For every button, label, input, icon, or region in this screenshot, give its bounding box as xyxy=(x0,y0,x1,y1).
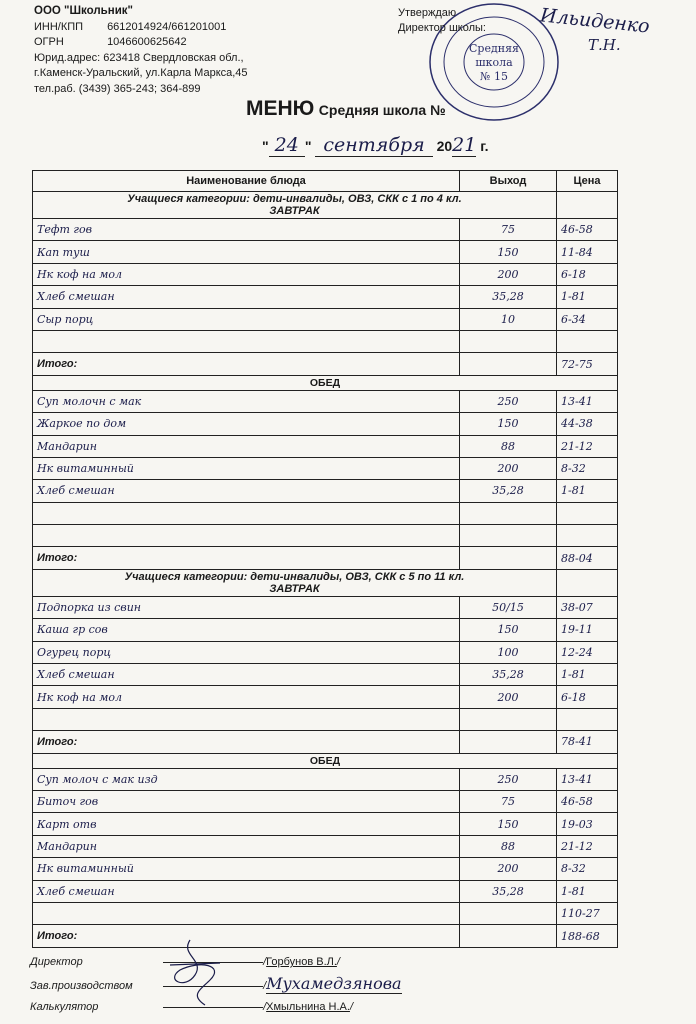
dish-name: Каша гр сов xyxy=(33,619,460,641)
dish-output: 200 xyxy=(460,263,557,285)
dish-name: Мандарин xyxy=(33,435,460,457)
dish-name xyxy=(33,708,460,730)
dish-price: 44-38 xyxy=(557,413,618,435)
dish-name: Хлеб смешан xyxy=(33,480,460,502)
dish-output: 50/15 xyxy=(460,596,557,618)
table-row xyxy=(33,308,618,330)
dish-name: Суп молоч с мак изд xyxy=(33,768,460,790)
dish-price: 110-27 xyxy=(557,902,618,924)
total-price: 72-75 xyxy=(557,353,618,375)
dish-output: 250 xyxy=(460,768,557,790)
date-close-quote: " xyxy=(304,138,312,154)
dish-name: Суп молочн с мак xyxy=(33,390,460,412)
svg-text:№ 15: № 15 xyxy=(480,70,508,83)
dish-price: 1-81 xyxy=(557,880,618,902)
org-ogrn-label: ОГРН xyxy=(34,36,64,48)
section-lunch-1 xyxy=(33,375,618,390)
dish-price: 8-32 xyxy=(557,858,618,880)
table-row xyxy=(33,790,618,812)
org-inn-value: 6612014924/661201001 xyxy=(107,20,227,33)
menu-date xyxy=(262,134,489,156)
dish-price: 13-41 xyxy=(557,390,618,412)
dish-name: Огурец порц xyxy=(33,641,460,663)
category-row-5-11-empty xyxy=(557,569,618,596)
dish-name xyxy=(33,525,460,547)
dish-output: 35,28 xyxy=(460,286,557,308)
dish-name: Нк коф на мол xyxy=(33,686,460,708)
page-title xyxy=(246,97,446,121)
table-row xyxy=(33,708,618,730)
table-row xyxy=(33,596,618,618)
dish-price: 19-11 xyxy=(557,619,618,641)
date-day: 24 xyxy=(269,134,305,157)
table-row xyxy=(33,813,618,835)
table-row xyxy=(33,241,618,263)
signature-manager-row: Зав.производством /Мухамедзянова xyxy=(30,973,402,997)
date-year-suffix: 21 xyxy=(452,134,477,156)
category-row-1-4 xyxy=(33,192,618,219)
org-phone: тел.раб. (3439) 365-243; 364-899 xyxy=(34,82,201,95)
dish-price xyxy=(557,525,618,547)
svg-text:Средняя: Средняя xyxy=(469,42,519,55)
dish-output: 35,28 xyxy=(460,880,557,902)
dish-output xyxy=(460,902,557,924)
date-month: сентября xyxy=(315,134,432,157)
dish-output: 200 xyxy=(460,858,557,880)
dish-price xyxy=(557,330,618,352)
header-price: Цена xyxy=(557,171,618,192)
dish-output: 10 xyxy=(460,308,557,330)
category-label: Учащиеся категории: дети-инвалиды, ОВЗ, СКК с 1 по 4 кл. xyxy=(127,193,462,205)
dish-name: Нк коф на мол xyxy=(33,263,460,285)
total-row xyxy=(33,925,618,947)
director-signature-initials: Т.Н. xyxy=(588,36,621,54)
dish-output: 150 xyxy=(460,241,557,263)
table-row xyxy=(33,435,618,457)
date-suffix: г. xyxy=(480,138,489,154)
table-row xyxy=(33,525,618,547)
section-label: ЗАВТРАК xyxy=(269,582,320,595)
dish-output: 75 xyxy=(460,790,557,812)
dish-name: Кап туш xyxy=(33,241,460,263)
table-header-row xyxy=(33,171,618,192)
dish-output: 35,28 xyxy=(460,480,557,502)
dish-price: 19-03 xyxy=(557,813,618,835)
category-row-1-4-cell xyxy=(33,192,557,219)
header-output: Выход xyxy=(460,171,557,192)
total-label: Итого: xyxy=(33,731,460,753)
dish-price: 1-81 xyxy=(557,480,618,502)
dish-price: 6-18 xyxy=(557,263,618,285)
dish-output xyxy=(460,525,557,547)
total-label: Итого: xyxy=(33,547,460,569)
dish-price: 46-58 xyxy=(557,219,618,241)
dish-output: 100 xyxy=(460,641,557,663)
dish-price: 11-84 xyxy=(557,241,618,263)
dish-output: 200 xyxy=(460,686,557,708)
org-ogrn-value: 1046600625642 xyxy=(107,36,187,48)
org-ogrn-row xyxy=(34,35,248,51)
table-row xyxy=(33,263,618,285)
dish-output: 250 xyxy=(460,390,557,412)
manager-label: Зав.производством xyxy=(30,980,133,992)
org-name: ООО "Школьник" xyxy=(34,5,133,17)
dish-name: Жаркое по дом xyxy=(33,413,460,435)
dish-output: 200 xyxy=(460,457,557,479)
dish-name: Нк витаминный xyxy=(33,858,460,880)
dish-price: 6-34 xyxy=(557,308,618,330)
table-row xyxy=(33,641,618,663)
dish-name: Хлеб смешан xyxy=(33,880,460,902)
table-row xyxy=(33,330,618,352)
organization-block xyxy=(34,4,248,97)
table-row xyxy=(33,286,618,308)
total-output-empty xyxy=(460,547,557,569)
approval-line2: Директор школы: xyxy=(398,22,486,34)
date-open-quote: " xyxy=(262,138,269,154)
title-school: Средняя школа № xyxy=(318,102,446,118)
calc-label: Калькулятор xyxy=(30,1001,99,1013)
total-label: Итого: xyxy=(33,925,460,947)
table-row xyxy=(33,502,618,524)
table-row xyxy=(33,480,618,502)
total-output-empty xyxy=(460,925,557,947)
dish-price xyxy=(557,502,618,524)
table-row xyxy=(33,664,618,686)
manager-name: Мухамедзянова xyxy=(266,974,402,993)
table-row xyxy=(33,858,618,880)
section-lunch-2-cell: ОБЕД xyxy=(33,753,618,768)
total-output-empty xyxy=(460,731,557,753)
signature-calc-row: Калькулятор /Хмыльнина Н.А./ xyxy=(30,997,402,1018)
table-row xyxy=(33,457,618,479)
dish-price: 13-41 xyxy=(557,768,618,790)
dish-price: 1-81 xyxy=(557,286,618,308)
signature-director-row: Директор /Горбунов В.Л./ xyxy=(30,952,402,973)
category-row-5-11 xyxy=(33,569,618,596)
dish-name: Мандарин xyxy=(33,835,460,857)
table-row xyxy=(33,619,618,641)
director-name: Горбунов В.Л. xyxy=(266,956,337,968)
total-price: 188-68 xyxy=(557,925,618,947)
section-lunch-1-cell: ОБЕД xyxy=(33,375,618,390)
total-row xyxy=(33,353,618,375)
total-output-empty xyxy=(460,353,557,375)
title-menu: МЕНЮ xyxy=(246,97,315,120)
approval-block xyxy=(398,6,486,36)
org-inn-row xyxy=(34,20,248,36)
menu-table-body xyxy=(33,171,618,948)
dish-name: Хлеб смешан xyxy=(33,286,460,308)
date-year-prefix: 20 xyxy=(436,138,453,154)
director-signature: Ильиденко xyxy=(539,4,651,38)
dish-name: Тефт гов xyxy=(33,219,460,241)
dish-output: 150 xyxy=(460,813,557,835)
dish-output: 75 xyxy=(460,219,557,241)
dish-output: 150 xyxy=(460,619,557,641)
dish-name: Биточ гов xyxy=(33,790,460,812)
dish-price: 46-58 xyxy=(557,790,618,812)
total-label: Итого: xyxy=(33,353,460,375)
table-row xyxy=(33,768,618,790)
table-row xyxy=(33,902,618,924)
dish-price: 21-12 xyxy=(557,835,618,857)
dish-output: 88 xyxy=(460,435,557,457)
table-row xyxy=(33,880,618,902)
header-dish-name: Наименование блюда xyxy=(33,171,460,192)
total-row xyxy=(33,547,618,569)
dish-price: 38-07 xyxy=(557,596,618,618)
dish-output xyxy=(460,502,557,524)
dish-output xyxy=(460,330,557,352)
menu-table xyxy=(32,170,618,948)
dish-name: Карт отв xyxy=(33,813,460,835)
table-row xyxy=(33,835,618,857)
svg-text:школа: школа xyxy=(475,56,513,69)
category-row-5-11-cell xyxy=(33,569,557,596)
org-address-line1: Юрид.адрес: 623418 Свердловская обл., xyxy=(34,51,244,64)
dish-name xyxy=(33,902,460,924)
dish-price: 12-24 xyxy=(557,641,618,663)
handwritten-signature xyxy=(150,935,240,1015)
table-row xyxy=(33,219,618,241)
org-inn-label: ИНН/КПП xyxy=(34,20,84,33)
category-label: Учащиеся категории: дети-инвалиды, ОВЗ, СКК с 5 по 11 кл. xyxy=(124,570,465,583)
dish-output: 150 xyxy=(460,413,557,435)
total-price: 78-41 xyxy=(557,731,618,753)
dish-output: 88 xyxy=(460,835,557,857)
org-address-line2: г.Каменск-Уральский, ул.Карла Маркса,45 xyxy=(34,67,248,79)
dish-output: 35,28 xyxy=(460,664,557,686)
dish-price: 6-18 xyxy=(557,686,618,708)
dish-name: Сыр порц xyxy=(33,308,460,330)
dish-name: Хлеб смешан xyxy=(33,664,460,686)
table-row xyxy=(33,413,618,435)
dish-name xyxy=(33,502,460,524)
calc-name: Хмыльнина Н.А. xyxy=(266,1001,350,1013)
dish-price: 1-81 xyxy=(557,664,618,686)
dish-output xyxy=(460,708,557,730)
section-lunch-2 xyxy=(33,753,618,768)
dish-price: 21-12 xyxy=(557,435,618,457)
table-row xyxy=(33,686,618,708)
category-row-1-4-empty xyxy=(557,192,618,219)
dish-name xyxy=(33,330,460,352)
dish-name: Подпорка из свин xyxy=(33,596,460,618)
dish-price: 8-32 xyxy=(557,457,618,479)
table-row xyxy=(33,390,618,412)
total-price: 88-04 xyxy=(557,547,618,569)
dish-price xyxy=(557,708,618,730)
dish-name: Нк витаминный xyxy=(33,457,460,479)
total-row xyxy=(33,731,618,753)
approval-line1: Утверждаю xyxy=(398,7,457,19)
director-label: Директор xyxy=(30,956,83,968)
section-label: ЗАВТРАК xyxy=(269,205,320,217)
